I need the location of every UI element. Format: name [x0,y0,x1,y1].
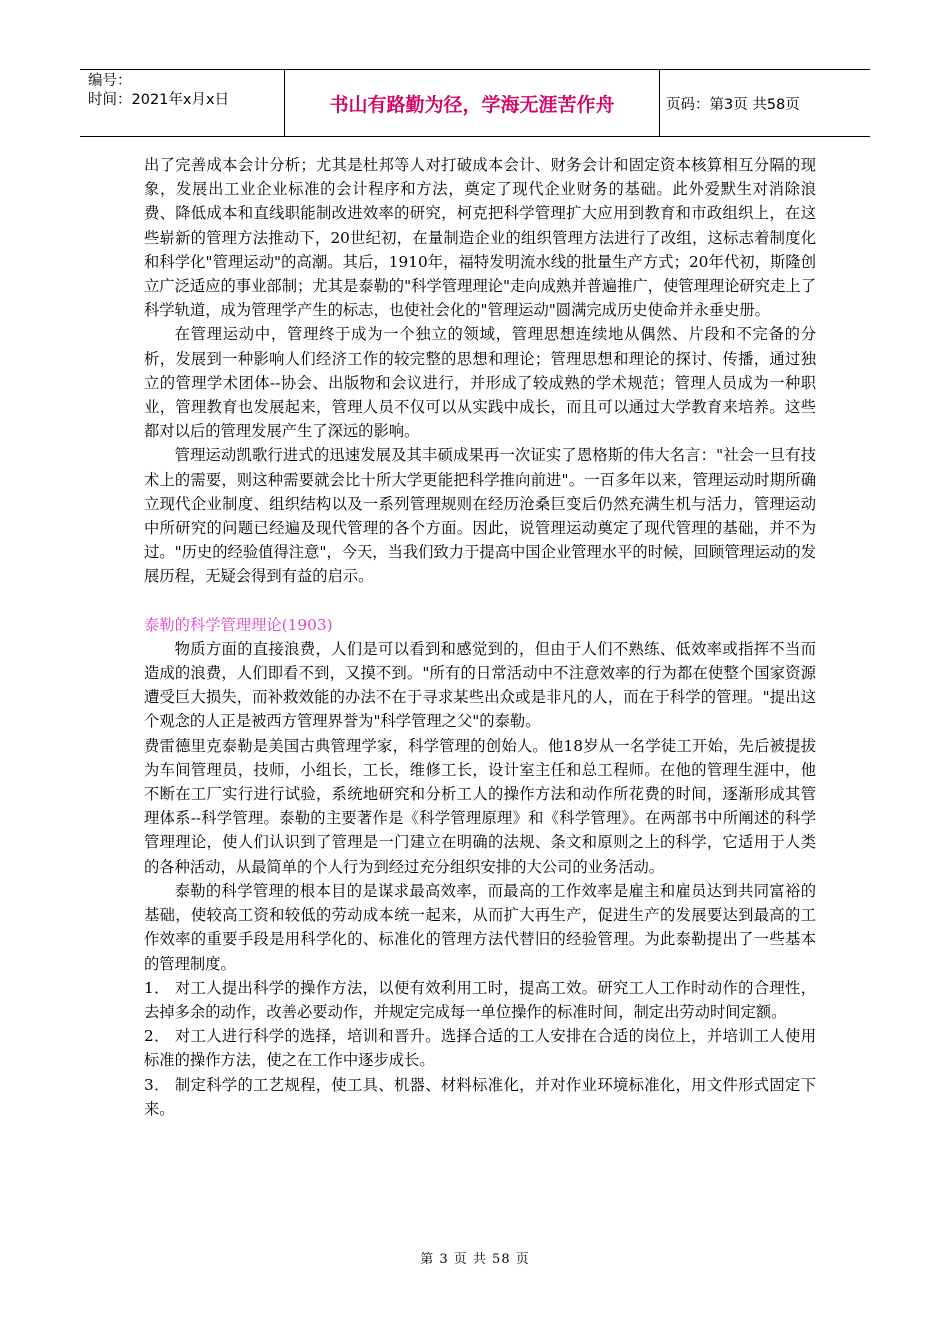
paragraph: 在管理运动中，管理终于成为一个独立的领域，管理思想连续地从偶然、片段和不完备的分析，发展到一种影响人们经济工作的较完整的思想和理论；管理思想和理论的探讨、传播，通过独立的管理学术团体--协会、出版物和会议进行，并形成了较成熟的学术规范；管理人员成为一种职业，管理教育也发展起来，管理人员不仅可以从实践中成长，而且可以通过大学教育来培养。这些都对以后的管理发展产生了深远的影响。 [144,325,816,441]
header-meta [80,70,285,136]
paragraph: 物质方面的直接浪费，人们是可以看到和感觉到的，但由于人们不熟练、低效率或指挥不当而造成的浪费，人们即看不到，又摸不到。"所有的日常活动中不注意效率的行为都在使整个国家资源遭受巨大损失，而补救效能的办法不在于寻求某些出众或是非凡的人，而在于科学的管理。"提出这个观念的人正是被西方管理界誉为"科学管理之父"的泰勒。 [144,639,816,731]
paragraph: 费雷德里克泰勒是美国古典管理学家，科学管理的创始人。他18岁从一名学徒工开始，先后被提拔为车间管理员，技师，小组长，工长，维修工长，设计室主任和总工程师。在他的管理生涯中，他不断在工厂实行进行试验，系统地研究和分析工人的操作方法和动作所花费的时间，逐渐形成其管理体系--科学管理。泰勒的主要著作是《科学管理原理》和《科学管理》。在两部书中所阐述的科学管理理论，使人们认识到了管理是一门建立在明确的法规、条文和原则之上的科学，它适用于人类的各种活动，从最简单的个人行为到经过充分组织安排的大公司的业务活动。 [144,736,816,876]
list-item: 2． 对工人进行科学的选择，培训和晋升。选择合适的工人安排在合适的岗位上，并培训工人使用标准的操作方法，使之在工作中逐步成长。 [144,1027,816,1070]
paragraph: 出了完善成本会计分析；尤其是杜邦等人对打破成本会计、财务会计和固定资本核算相互分隔的现象，发展出工业企业标准的会计程序和方法，奠定了现代企业财务的基础。此外爱默生对消除浪费、降低成本和直线职能制改进效率的研究，柯克把科学管理扩大应用到教育和市政组织上，在这些崭新的管理方法推动下，20世纪初，在量制造企业的组织管理方法进行了改组，这标志着制度化和科学化"管理运动"的高潮。其后，1910年，福特发明流水线的批量生产方式；20年代初，斯隆创立广泛适应的事业部制；尤其是泰勒的"科学管理理论"走向成熟并普遍推广，使管理理论研究走上了科学轨道，成为管理学产生的标志，也使社会化的"管理运动"圆满完成历史使命并永垂史册。 [144,156,816,320]
page-footer: 第 3 页 共 58 页 [420,1252,530,1267]
document-body [144,153,816,1121]
section-heading: 泰勒的科学管理理论(1903) [144,615,333,634]
paragraph: 泰勒的科学管理的根本目的是谋求最高效率，而最高的工作效率是雇主和雇员达到共同富裕的基础，使较高工资和较低的劳动成本统一起来，从而扩大再生产，促进生产的发展要达到最高的工作效率的重要手段是用科学化的、标准化的管理方法代替旧的经验管理。为此泰勒提出了一些基本的管理制度。 [144,881,816,973]
paragraph: 管理运动凯歌行进式的迅速发展及其丰硕成果再一次证实了恩格斯的伟大名言："社会一旦有技术上的需要，则这种需要就会比十所大学更能把科学推向前进"。一百多年以来，管理运动时期所确立现代企业制度、组织结构以及一系列管理规则在经历沧桑巨变后仍然充满生机与活力，管理运动中所研究的问题已经遍及现代管理的各个方面。因此，说管理运动奠定了现代管理的基础，并不为过。"历史的经验值得注意"，今天，当我们致力于提高中国企业管理水平的时候，回顾管理运动的发展历程，无疑会得到有益的启示。 [144,446,816,586]
document-number-label: 编号： [88,73,132,89]
header-motto: 书山有路勤为径，学海无涯苦作舟 [285,70,660,136]
document-date: 时间：2021年x月x日 [88,92,230,108]
header-page-number: 页码：第3页 共58页 [666,96,800,113]
list-item: 3． 制定科学的工艺规程，使工具、机器、材料标准化，并对作业环境标准化，用文件形式固定下来。 [144,1075,816,1118]
list-item: 1． 对工人提出科学的操作方法，以便有效利用工时，提高工效。研究工人工作时动作的合理性，去掉多余的动作，改善必要动作，并规定完成每一单位操作的标准时间，制定出劳动时间定额。 [144,978,816,1021]
page-header [80,69,870,137]
